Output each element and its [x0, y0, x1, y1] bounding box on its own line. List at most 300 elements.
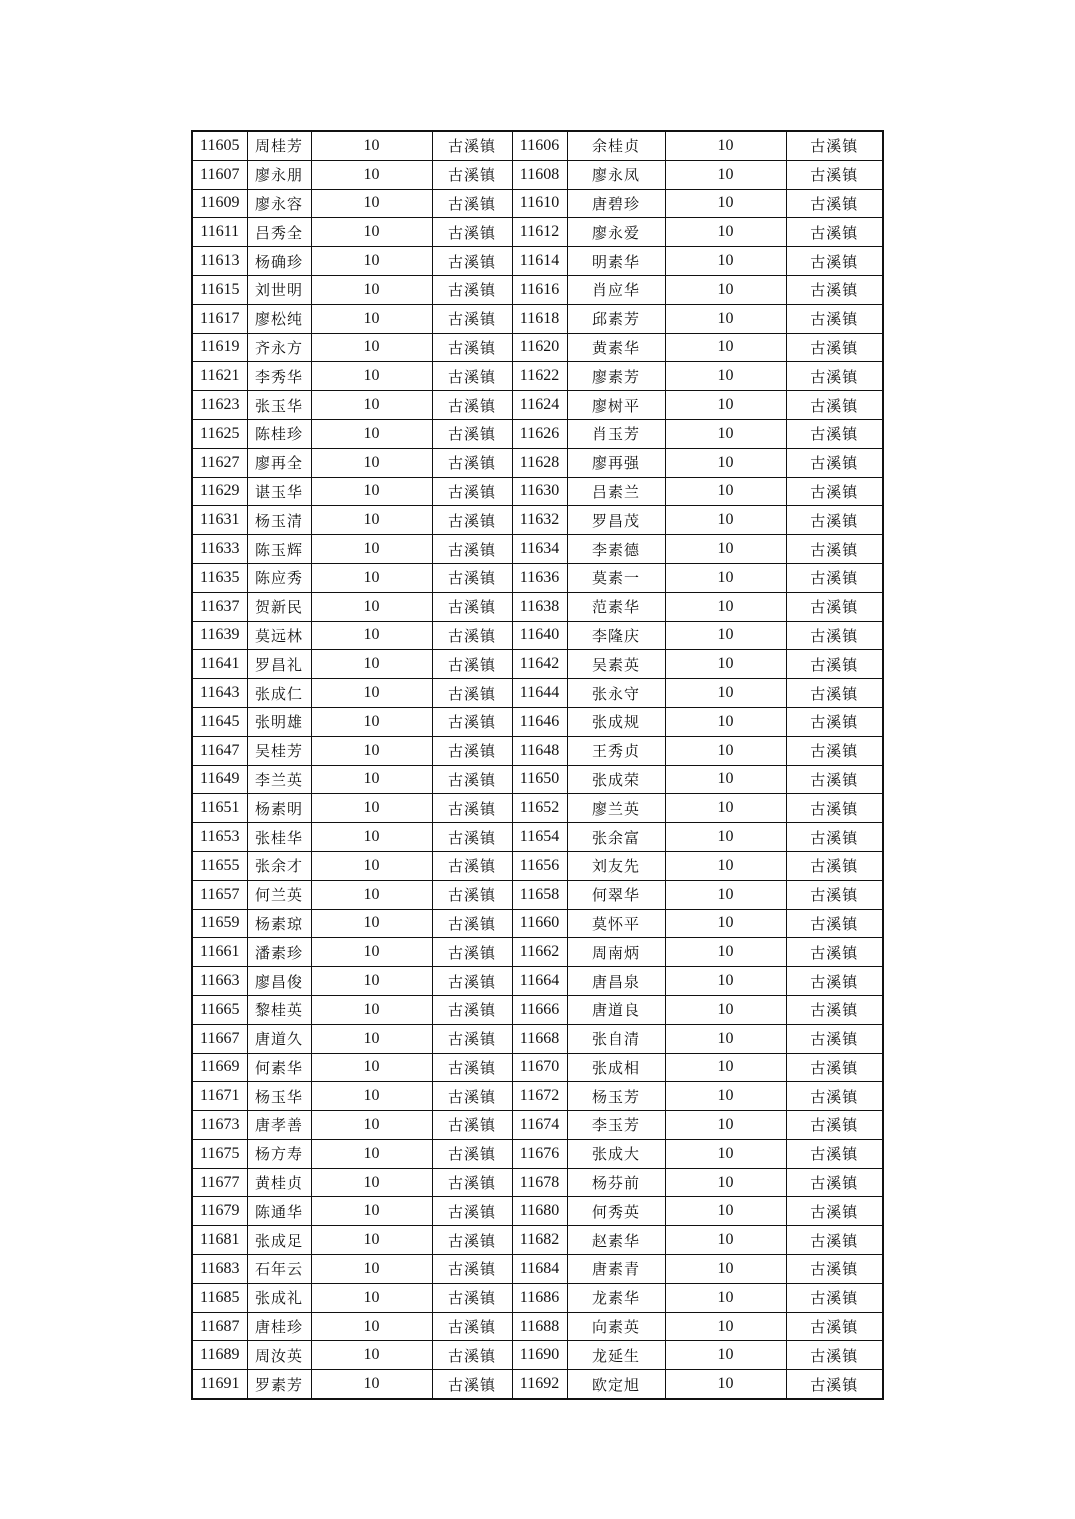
right-record-id-cell: 11636 — [512, 563, 567, 592]
table-row — [192, 1168, 883, 1197]
left-amount-cell: 10 — [311, 736, 432, 765]
right-town-name-cell: 古溪镇 — [786, 563, 883, 592]
left-record-id-cell: 11669 — [192, 1053, 247, 1082]
right-person-name-cell: 周南炳 — [567, 938, 665, 967]
right-town-name-cell: 古溪镇 — [786, 1024, 883, 1053]
left-person-name-cell: 廖永容 — [247, 189, 311, 218]
left-town-name-cell: 古溪镇 — [432, 938, 512, 967]
right-record-id-cell: 11642 — [512, 650, 567, 679]
left-record-id-cell: 11681 — [192, 1226, 247, 1255]
table-row — [192, 880, 883, 909]
left-town-name-cell: 古溪镇 — [432, 477, 512, 506]
right-amount-cell: 10 — [665, 794, 786, 823]
left-record-id-cell: 11627 — [192, 448, 247, 477]
right-record-id-cell: 11672 — [512, 1082, 567, 1111]
left-record-id-cell: 11657 — [192, 880, 247, 909]
left-town-name-cell: 古溪镇 — [432, 1370, 512, 1399]
right-record-id-cell: 11652 — [512, 794, 567, 823]
right-record-id-cell: 11630 — [512, 477, 567, 506]
left-amount-cell: 10 — [311, 247, 432, 276]
right-record-id-cell: 11608 — [512, 160, 567, 189]
left-town-name-cell: 古溪镇 — [432, 1197, 512, 1226]
right-amount-cell: 10 — [665, 1370, 786, 1399]
right-town-name-cell: 古溪镇 — [786, 304, 883, 333]
left-record-id-cell: 11687 — [192, 1312, 247, 1341]
left-town-name-cell: 古溪镇 — [432, 794, 512, 823]
left-amount-cell: 10 — [311, 362, 432, 391]
left-record-id-cell: 11615 — [192, 275, 247, 304]
left-amount-cell: 10 — [311, 967, 432, 996]
left-record-id-cell: 11685 — [192, 1283, 247, 1312]
right-town-name-cell: 古溪镇 — [786, 1341, 883, 1370]
left-amount-cell: 10 — [311, 1283, 432, 1312]
right-amount-cell: 10 — [665, 275, 786, 304]
left-record-id-cell: 11665 — [192, 995, 247, 1024]
right-person-name-cell: 张余富 — [567, 823, 665, 852]
left-town-name-cell: 古溪镇 — [432, 247, 512, 276]
right-amount-cell: 10 — [665, 765, 786, 794]
table-row — [192, 1197, 883, 1226]
left-amount-cell: 10 — [311, 160, 432, 189]
table-row — [192, 1024, 883, 1053]
left-record-id-cell: 11613 — [192, 247, 247, 276]
right-record-id-cell: 11626 — [512, 419, 567, 448]
right-person-name-cell: 吴素英 — [567, 650, 665, 679]
left-town-name-cell: 古溪镇 — [432, 1312, 512, 1341]
left-town-name-cell: 古溪镇 — [432, 765, 512, 794]
right-record-id-cell: 11660 — [512, 909, 567, 938]
left-amount-cell: 10 — [311, 1226, 432, 1255]
right-person-name-cell: 唐碧珍 — [567, 189, 665, 218]
right-person-name-cell: 张永守 — [567, 679, 665, 708]
right-record-id-cell: 11646 — [512, 707, 567, 736]
right-town-name-cell: 古溪镇 — [786, 592, 883, 621]
table-row — [192, 448, 883, 477]
right-amount-cell: 10 — [665, 1255, 786, 1284]
right-town-name-cell: 古溪镇 — [786, 535, 883, 564]
left-amount-cell: 10 — [311, 304, 432, 333]
left-amount-cell: 10 — [311, 995, 432, 1024]
right-person-name-cell: 张成相 — [567, 1053, 665, 1082]
left-person-name-cell: 莫远林 — [247, 621, 311, 650]
table-row — [192, 391, 883, 420]
left-record-id-cell: 11619 — [192, 333, 247, 362]
right-town-name-cell: 古溪镇 — [786, 1312, 883, 1341]
left-person-name-cell: 杨素明 — [247, 794, 311, 823]
right-record-id-cell: 11612 — [512, 218, 567, 247]
right-town-name-cell: 古溪镇 — [786, 938, 883, 967]
right-town-name-cell: 古溪镇 — [786, 1283, 883, 1312]
right-amount-cell: 10 — [665, 938, 786, 967]
right-person-name-cell: 廖兰英 — [567, 794, 665, 823]
right-town-name-cell: 古溪镇 — [786, 621, 883, 650]
left-person-name-cell: 何兰英 — [247, 880, 311, 909]
left-amount-cell: 10 — [311, 679, 432, 708]
left-town-name-cell: 古溪镇 — [432, 333, 512, 362]
table-row — [192, 160, 883, 189]
right-record-id-cell: 11624 — [512, 391, 567, 420]
left-person-name-cell: 唐桂珍 — [247, 1312, 311, 1341]
left-amount-cell: 10 — [311, 938, 432, 967]
right-person-name-cell: 廖素芳 — [567, 362, 665, 391]
left-town-name-cell: 古溪镇 — [432, 1111, 512, 1140]
right-amount-cell: 10 — [665, 1111, 786, 1140]
right-town-name-cell: 古溪镇 — [786, 1226, 883, 1255]
left-record-id-cell: 11649 — [192, 765, 247, 794]
right-town-name-cell: 古溪镇 — [786, 1111, 883, 1140]
left-record-id-cell: 11623 — [192, 391, 247, 420]
left-person-name-cell: 陈玉辉 — [247, 535, 311, 564]
right-record-id-cell: 11648 — [512, 736, 567, 765]
left-person-name-cell: 张余才 — [247, 851, 311, 880]
right-person-name-cell: 李玉芳 — [567, 1111, 665, 1140]
left-town-name-cell: 古溪镇 — [432, 419, 512, 448]
left-record-id-cell: 11655 — [192, 851, 247, 880]
right-person-name-cell: 刘友先 — [567, 851, 665, 880]
right-person-name-cell: 肖玉芳 — [567, 419, 665, 448]
left-town-name-cell: 古溪镇 — [432, 967, 512, 996]
left-town-name-cell: 古溪镇 — [432, 1139, 512, 1168]
right-amount-cell: 10 — [665, 736, 786, 765]
left-person-name-cell: 齐永方 — [247, 333, 311, 362]
left-town-name-cell: 古溪镇 — [432, 506, 512, 535]
left-person-name-cell: 杨方寿 — [247, 1139, 311, 1168]
left-person-name-cell: 廖昌俊 — [247, 967, 311, 996]
left-town-name-cell: 古溪镇 — [432, 707, 512, 736]
left-person-name-cell: 吴桂芳 — [247, 736, 311, 765]
right-record-id-cell: 11666 — [512, 995, 567, 1024]
right-person-name-cell: 王秀贞 — [567, 736, 665, 765]
left-person-name-cell: 唐道久 — [247, 1024, 311, 1053]
right-person-name-cell: 廖永爱 — [567, 218, 665, 247]
left-town-name-cell: 古溪镇 — [432, 535, 512, 564]
left-amount-cell: 10 — [311, 391, 432, 420]
left-person-name-cell: 贺新民 — [247, 592, 311, 621]
right-record-id-cell: 11662 — [512, 938, 567, 967]
right-person-name-cell: 唐昌泉 — [567, 967, 665, 996]
left-person-name-cell: 罗素芳 — [247, 1370, 311, 1399]
left-town-name-cell: 古溪镇 — [432, 275, 512, 304]
right-amount-cell: 10 — [665, 621, 786, 650]
right-record-id-cell: 11634 — [512, 535, 567, 564]
right-town-name-cell: 古溪镇 — [786, 736, 883, 765]
right-town-name-cell: 古溪镇 — [786, 650, 883, 679]
right-person-name-cell: 赵素华 — [567, 1226, 665, 1255]
left-amount-cell: 10 — [311, 1082, 432, 1111]
right-person-name-cell: 范素华 — [567, 592, 665, 621]
left-person-name-cell: 石年云 — [247, 1255, 311, 1284]
left-record-id-cell: 11611 — [192, 218, 247, 247]
right-person-name-cell: 张自清 — [567, 1024, 665, 1053]
left-person-name-cell: 杨确珍 — [247, 247, 311, 276]
table-row — [192, 1370, 883, 1399]
left-amount-cell: 10 — [311, 535, 432, 564]
right-town-name-cell: 古溪镇 — [786, 362, 883, 391]
right-record-id-cell: 11628 — [512, 448, 567, 477]
table-row — [192, 995, 883, 1024]
right-town-name-cell: 古溪镇 — [786, 131, 883, 160]
left-person-name-cell: 杨素琼 — [247, 909, 311, 938]
table-row — [192, 247, 883, 276]
left-town-name-cell: 古溪镇 — [432, 1082, 512, 1111]
left-person-name-cell: 廖再全 — [247, 448, 311, 477]
table-row — [192, 1139, 883, 1168]
left-person-name-cell: 刘世明 — [247, 275, 311, 304]
left-town-name-cell: 古溪镇 — [432, 563, 512, 592]
left-record-id-cell: 11625 — [192, 419, 247, 448]
left-person-name-cell: 李兰英 — [247, 765, 311, 794]
table-row — [192, 794, 883, 823]
right-town-name-cell: 古溪镇 — [786, 218, 883, 247]
right-town-name-cell: 古溪镇 — [786, 765, 883, 794]
left-record-id-cell: 11605 — [192, 131, 247, 160]
right-record-id-cell: 11684 — [512, 1255, 567, 1284]
right-person-name-cell: 欧定旭 — [567, 1370, 665, 1399]
right-person-name-cell: 向素英 — [567, 1312, 665, 1341]
table-row — [192, 362, 883, 391]
right-record-id-cell: 11620 — [512, 333, 567, 362]
right-amount-cell: 10 — [665, 247, 786, 276]
left-town-name-cell: 古溪镇 — [432, 391, 512, 420]
table-row — [192, 477, 883, 506]
left-record-id-cell: 11671 — [192, 1082, 247, 1111]
left-amount-cell: 10 — [311, 707, 432, 736]
left-person-name-cell: 杨玉清 — [247, 506, 311, 535]
left-amount-cell: 10 — [311, 1024, 432, 1053]
right-amount-cell: 10 — [665, 477, 786, 506]
right-amount-cell: 10 — [665, 160, 786, 189]
left-town-name-cell: 古溪镇 — [432, 1226, 512, 1255]
left-person-name-cell: 谌玉华 — [247, 477, 311, 506]
right-record-id-cell: 11676 — [512, 1139, 567, 1168]
right-town-name-cell: 古溪镇 — [786, 1168, 883, 1197]
left-amount-cell: 10 — [311, 851, 432, 880]
right-town-name-cell: 古溪镇 — [786, 1255, 883, 1284]
left-person-name-cell: 潘素珍 — [247, 938, 311, 967]
left-town-name-cell: 古溪镇 — [432, 362, 512, 391]
left-record-id-cell: 11631 — [192, 506, 247, 535]
right-amount-cell: 10 — [665, 707, 786, 736]
table-row — [192, 650, 883, 679]
right-amount-cell: 10 — [665, 1226, 786, 1255]
right-person-name-cell: 张成荣 — [567, 765, 665, 794]
right-record-id-cell: 11688 — [512, 1312, 567, 1341]
right-town-name-cell: 古溪镇 — [786, 995, 883, 1024]
left-amount-cell: 10 — [311, 506, 432, 535]
left-record-id-cell: 11683 — [192, 1255, 247, 1284]
left-person-name-cell: 罗昌礼 — [247, 650, 311, 679]
right-amount-cell: 10 — [665, 563, 786, 592]
right-town-name-cell: 古溪镇 — [786, 1370, 883, 1399]
right-record-id-cell: 11610 — [512, 189, 567, 218]
right-amount-cell: 10 — [665, 1082, 786, 1111]
table-row — [192, 563, 883, 592]
right-person-name-cell: 明素华 — [567, 247, 665, 276]
right-record-id-cell: 11640 — [512, 621, 567, 650]
left-record-id-cell: 11639 — [192, 621, 247, 650]
right-record-id-cell: 11668 — [512, 1024, 567, 1053]
left-record-id-cell: 11609 — [192, 189, 247, 218]
right-town-name-cell: 古溪镇 — [786, 851, 883, 880]
left-record-id-cell: 11645 — [192, 707, 247, 736]
left-amount-cell: 10 — [311, 1341, 432, 1370]
right-record-id-cell: 11658 — [512, 880, 567, 909]
right-amount-cell: 10 — [665, 909, 786, 938]
left-amount-cell: 10 — [311, 1312, 432, 1341]
right-record-id-cell: 11686 — [512, 1283, 567, 1312]
right-person-name-cell: 杨玉芳 — [567, 1082, 665, 1111]
right-town-name-cell: 古溪镇 — [786, 1139, 883, 1168]
right-person-name-cell: 邱素芳 — [567, 304, 665, 333]
left-person-name-cell: 张成仁 — [247, 679, 311, 708]
left-record-id-cell: 11663 — [192, 967, 247, 996]
left-town-name-cell: 古溪镇 — [432, 448, 512, 477]
table-row — [192, 506, 883, 535]
right-amount-cell: 10 — [665, 218, 786, 247]
right-record-id-cell: 11692 — [512, 1370, 567, 1399]
left-person-name-cell: 张桂华 — [247, 823, 311, 852]
right-person-name-cell: 张成大 — [567, 1139, 665, 1168]
left-amount-cell: 10 — [311, 1197, 432, 1226]
left-record-id-cell: 11677 — [192, 1168, 247, 1197]
left-record-id-cell: 11659 — [192, 909, 247, 938]
right-amount-cell: 10 — [665, 1053, 786, 1082]
left-record-id-cell: 11675 — [192, 1139, 247, 1168]
left-town-name-cell: 古溪镇 — [432, 1024, 512, 1053]
left-town-name-cell: 古溪镇 — [432, 1283, 512, 1312]
right-town-name-cell: 古溪镇 — [786, 1053, 883, 1082]
left-amount-cell: 10 — [311, 218, 432, 247]
right-record-id-cell: 11606 — [512, 131, 567, 160]
table-row — [192, 1082, 883, 1111]
right-person-name-cell: 李隆庆 — [567, 621, 665, 650]
right-amount-cell: 10 — [665, 1168, 786, 1197]
right-amount-cell: 10 — [665, 506, 786, 535]
left-record-id-cell: 11641 — [192, 650, 247, 679]
right-amount-cell: 10 — [665, 189, 786, 218]
right-town-name-cell: 古溪镇 — [786, 477, 883, 506]
right-town-name-cell: 古溪镇 — [786, 506, 883, 535]
right-amount-cell: 10 — [665, 851, 786, 880]
left-person-name-cell: 张成足 — [247, 1226, 311, 1255]
left-amount-cell: 10 — [311, 1139, 432, 1168]
left-town-name-cell: 古溪镇 — [432, 304, 512, 333]
right-person-name-cell: 黄素华 — [567, 333, 665, 362]
table-row — [192, 218, 883, 247]
right-person-name-cell: 何翠华 — [567, 880, 665, 909]
right-amount-cell: 10 — [665, 362, 786, 391]
right-person-name-cell: 杨芬前 — [567, 1168, 665, 1197]
right-person-name-cell: 张成规 — [567, 707, 665, 736]
table-row — [192, 419, 883, 448]
left-person-name-cell: 陈桂珍 — [247, 419, 311, 448]
right-record-id-cell: 11616 — [512, 275, 567, 304]
table-body — [192, 131, 883, 1399]
right-record-id-cell: 11638 — [512, 592, 567, 621]
left-record-id-cell: 11661 — [192, 938, 247, 967]
right-amount-cell: 10 — [665, 679, 786, 708]
table-row — [192, 1226, 883, 1255]
right-person-name-cell: 唐素青 — [567, 1255, 665, 1284]
right-amount-cell: 10 — [665, 1024, 786, 1053]
right-town-name-cell: 古溪镇 — [786, 448, 883, 477]
table-row — [192, 765, 883, 794]
left-person-name-cell: 张明雄 — [247, 707, 311, 736]
right-record-id-cell: 11632 — [512, 506, 567, 535]
right-town-name-cell: 古溪镇 — [786, 391, 883, 420]
right-person-name-cell: 廖树平 — [567, 391, 665, 420]
left-amount-cell: 10 — [311, 1370, 432, 1399]
table-row — [192, 1283, 883, 1312]
left-town-name-cell: 古溪镇 — [432, 880, 512, 909]
left-record-id-cell: 11607 — [192, 160, 247, 189]
left-amount-cell: 10 — [311, 592, 432, 621]
left-person-name-cell: 张成礼 — [247, 1283, 311, 1312]
right-record-id-cell: 11656 — [512, 851, 567, 880]
table-row — [192, 1312, 883, 1341]
right-town-name-cell: 古溪镇 — [786, 707, 883, 736]
left-person-name-cell: 张玉华 — [247, 391, 311, 420]
table-row — [192, 736, 883, 765]
right-person-name-cell: 吕素兰 — [567, 477, 665, 506]
right-town-name-cell: 古溪镇 — [786, 880, 883, 909]
left-town-name-cell: 古溪镇 — [432, 189, 512, 218]
left-amount-cell: 10 — [311, 909, 432, 938]
left-town-name-cell: 古溪镇 — [432, 909, 512, 938]
right-amount-cell: 10 — [665, 880, 786, 909]
left-person-name-cell: 黎桂英 — [247, 995, 311, 1024]
left-person-name-cell: 何素华 — [247, 1053, 311, 1082]
right-amount-cell: 10 — [665, 1197, 786, 1226]
left-person-name-cell: 周汝英 — [247, 1341, 311, 1370]
left-amount-cell: 10 — [311, 823, 432, 852]
right-record-id-cell: 11618 — [512, 304, 567, 333]
right-amount-cell: 10 — [665, 1341, 786, 1370]
right-record-id-cell: 11664 — [512, 967, 567, 996]
left-person-name-cell: 周桂芳 — [247, 131, 311, 160]
right-town-name-cell: 古溪镇 — [786, 333, 883, 362]
right-amount-cell: 10 — [665, 419, 786, 448]
left-amount-cell: 10 — [311, 275, 432, 304]
left-amount-cell: 10 — [311, 1168, 432, 1197]
right-town-name-cell: 古溪镇 — [786, 823, 883, 852]
left-record-id-cell: 11679 — [192, 1197, 247, 1226]
left-person-name-cell: 陈通华 — [247, 1197, 311, 1226]
right-person-name-cell: 莫怀平 — [567, 909, 665, 938]
right-record-id-cell: 11650 — [512, 765, 567, 794]
left-town-name-cell: 古溪镇 — [432, 679, 512, 708]
table-row — [192, 909, 883, 938]
table-row — [192, 333, 883, 362]
table-row — [192, 938, 883, 967]
left-amount-cell: 10 — [311, 1255, 432, 1284]
right-person-name-cell: 何秀英 — [567, 1197, 665, 1226]
left-amount-cell: 10 — [311, 563, 432, 592]
left-record-id-cell: 11637 — [192, 592, 247, 621]
right-person-name-cell: 廖永凤 — [567, 160, 665, 189]
right-person-name-cell: 龙素华 — [567, 1283, 665, 1312]
left-amount-cell: 10 — [311, 794, 432, 823]
right-amount-cell: 10 — [665, 650, 786, 679]
left-record-id-cell: 11621 — [192, 362, 247, 391]
right-amount-cell: 10 — [665, 592, 786, 621]
left-record-id-cell: 11673 — [192, 1111, 247, 1140]
left-person-name-cell: 杨玉华 — [247, 1082, 311, 1111]
right-amount-cell: 10 — [665, 1283, 786, 1312]
table-row — [192, 592, 883, 621]
right-record-id-cell: 11654 — [512, 823, 567, 852]
table-row — [192, 851, 883, 880]
